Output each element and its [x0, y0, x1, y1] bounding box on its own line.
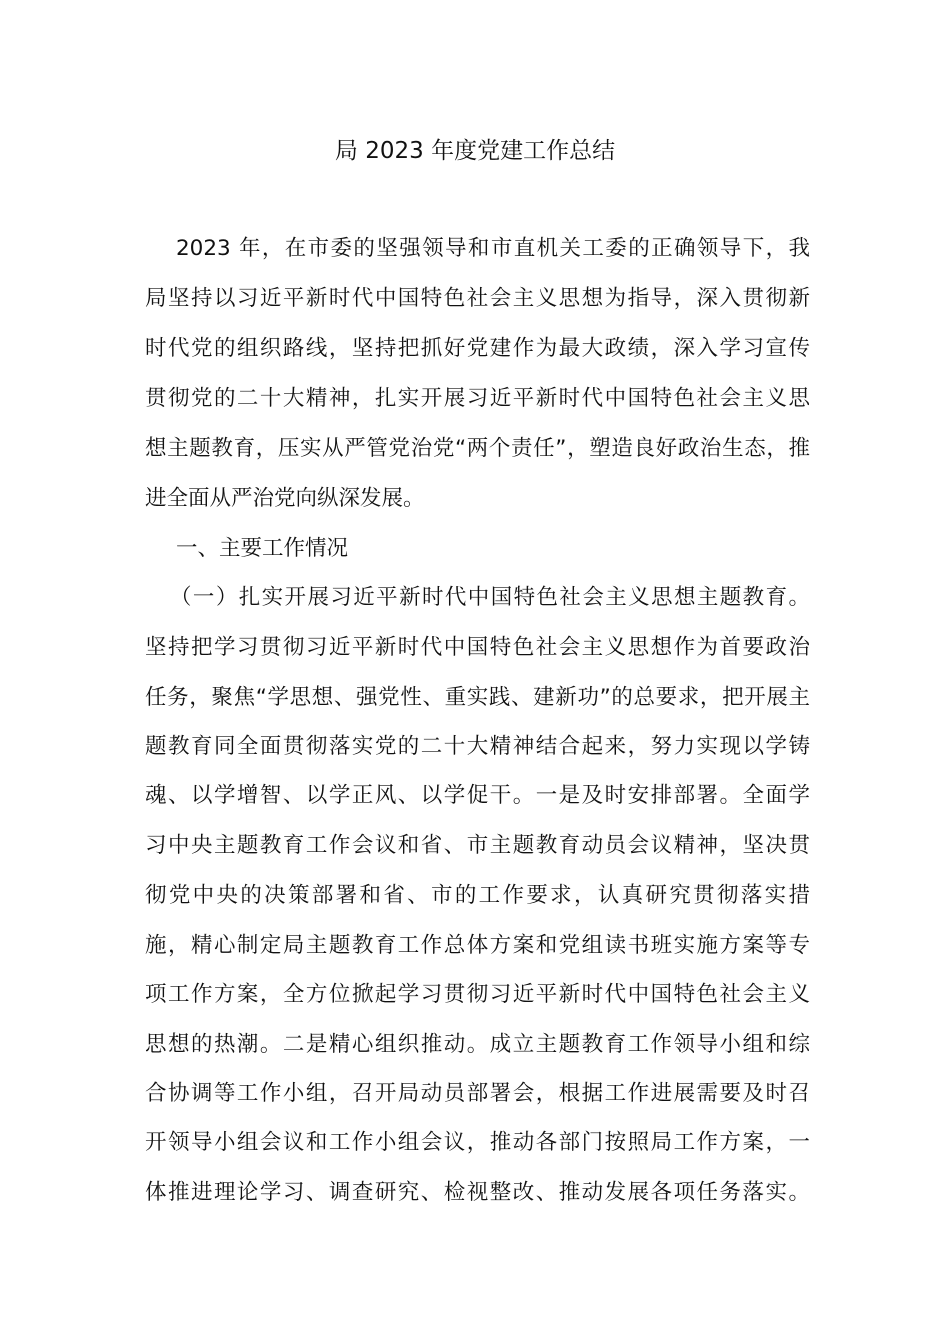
intro-line-4: 贯彻党的二十大精神，扎实开展习近平新时代中国特色社会主义思: [145, 386, 810, 411]
subsection-line-12: 开领导小组会议和工作小组会议，推动各部门按照局工作方案，一: [145, 1130, 810, 1155]
intro-line-3: 时代党的组织路线，坚持把抓好党建作为最大政绩，深入学习宣传: [145, 336, 810, 361]
subsection-line-10: 思想的热潮。二是精心组织推动。成立主题教育工作领导小组和综: [145, 1032, 810, 1057]
subsection-line-7: 彻党中央的决策部署和省、市的工作要求，认真研究贯彻落实措: [145, 883, 810, 908]
subsection-line-4: 题教育同全面贯彻落实党的二十大精神结合起来，努力实现以学铸: [145, 734, 810, 759]
subsection-line-3: 任务，聚焦“学思想、强党性、重实践、建新功”的总要求，把开展主: [145, 685, 810, 710]
subsection-line-13: 体推进理论学习、调查研究、检视整改、推动发展各项任务落实。: [145, 1180, 810, 1205]
intro-line-5: 想主题教育，压实从严管党治党“两个责任”，塑造良好政治生态，推: [145, 436, 810, 461]
subsection-line-5: 魂、以学增智、以学正风、以学促干。一是及时安排部署。全面学: [145, 783, 810, 808]
subsection-line-1: （一）扎实开展习近平新时代中国特色社会主义思想主题教育。: [170, 585, 810, 610]
subsection-line-8: 施，精心制定局主题教育工作总体方案和党组读书班实施方案等专: [145, 933, 810, 958]
section-heading: 一、主要工作情况: [176, 536, 349, 561]
intro-line-1: 2023 年，在市委的坚强领导和市直机关工委的正确领导下，我: [176, 236, 810, 261]
intro-line-2: 局坚持以习近平新时代中国特色社会主义思想为指导，深入贯彻新: [145, 286, 810, 311]
intro-line-6: 进全面从严治党向纵深发展。: [145, 486, 425, 511]
subsection-line-2: 坚持把学习贯彻习近平新时代中国特色社会主义思想作为首要政治: [145, 635, 810, 660]
document-title: 局 2023 年度党建工作总结: [334, 138, 616, 164]
subsection-line-9: 项工作方案，全方位掀起学习贯彻习近平新时代中国特色社会主义: [145, 982, 810, 1007]
subsection-line-11: 合协调等工作小组，召开局动员部署会，根据工作进展需要及时召: [145, 1081, 810, 1106]
subsection-line-6: 习中央主题教育工作会议和省、市主题教育动员会议精神，坚决贯: [145, 833, 810, 858]
